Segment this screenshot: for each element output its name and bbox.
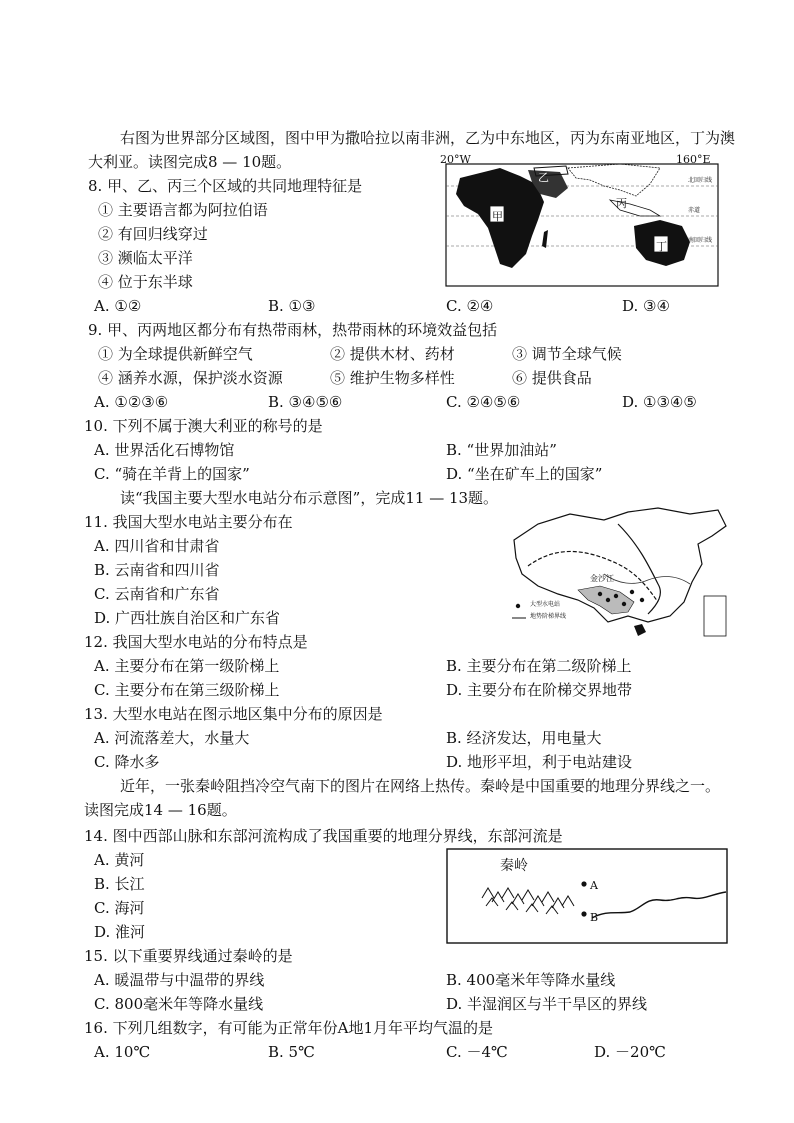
q16-option-d[interactable]: D. －20℃: [594, 1043, 666, 1061]
world-region-map: [440, 150, 722, 290]
q10-option-d[interactable]: D. “坐在矿车上的国家”: [446, 465, 603, 483]
point-a-label: A: [590, 879, 598, 892]
q9-option-c[interactable]: C. ②④⑤⑥: [446, 393, 521, 411]
intro-text-1: 右图为世界部分区域图，图中甲为撒哈拉以南非洲，乙为中东地区，丙为东南亚地区，丁为澳: [120, 129, 736, 147]
q9-option-b[interactable]: B. ③④⑤⑥: [268, 393, 343, 411]
q12-stem: 12. 我国大型水电站的分布特点是: [84, 633, 308, 651]
q13-option-a[interactable]: A. 河流落差大，水量大: [94, 729, 250, 747]
qinling-label: 秦岭: [500, 858, 528, 874]
q13-stem: 13. 大型水电站在图示地区集中分布的原因是: [84, 705, 383, 723]
q13-option-d[interactable]: D. 地形平坦，利于电站建设: [446, 753, 633, 771]
q11-option-a[interactable]: A. 四川省和甘肃省: [94, 537, 220, 555]
legend-terrain-boundary: 地势阶梯界线: [530, 613, 567, 620]
q11-stem: 11. 我国大型水电站主要分布在: [84, 513, 293, 531]
world-map-graphic: [440, 150, 722, 290]
q15-option-a[interactable]: A. 暖温带与中温带的界线: [94, 971, 265, 989]
q9-option-d[interactable]: D. ①③④⑤: [622, 393, 697, 411]
q12-option-b[interactable]: B. 主要分布在第二级阶梯上: [446, 657, 632, 675]
q8-option-c[interactable]: C. ②④: [446, 297, 494, 315]
q9-option-a[interactable]: A. ①②③⑥: [94, 393, 169, 411]
china-hydropower-map: [508, 504, 732, 650]
q9-item-2: ② 提供木材、药材: [330, 345, 455, 363]
q9-item-1: ① 为全球提供新鲜空气: [98, 345, 253, 363]
q15-stem: 15. 以下重要界线通过秦岭的是: [84, 947, 293, 965]
tropic-cancer-label: 北回归线: [688, 177, 713, 184]
q14-option-d[interactable]: D. 淮河: [94, 923, 146, 941]
tropic-capricorn-label: 南回归线: [688, 237, 713, 244]
q11-option-d[interactable]: D. 广西壮族自治区和广东省: [94, 609, 281, 627]
q14-option-c[interactable]: C. 海河: [94, 899, 145, 917]
q15-option-c[interactable]: C. 800毫米年等降水量线: [94, 995, 264, 1013]
q8-stem: 8. 甲、乙、丙三个区域的共同地理特征是: [88, 177, 363, 195]
legend-hydropower: 大型水电站: [530, 601, 561, 608]
q9-item-5: ⑤ 维护生物多样性: [330, 369, 455, 387]
label-bing: 丙: [616, 197, 627, 210]
q11-option-c[interactable]: C. 云南省和广东省: [94, 585, 220, 603]
q12-option-a[interactable]: A. 主要分布在第一级阶梯上: [94, 657, 280, 675]
q11-option-b[interactable]: B. 云南省和四川省: [94, 561, 220, 579]
q9-item-3: ③ 调节全球气候: [512, 345, 622, 363]
q9-stem: 9. 甲、丙两地区都分布有热带雨林，热带雨林的环境效益包括: [88, 321, 498, 339]
q8-option-a[interactable]: A. ①②: [94, 297, 142, 315]
q10-option-b[interactable]: B. “世界加油站”: [446, 441, 557, 459]
label-jia: 甲: [492, 210, 503, 223]
q8-option-d[interactable]: D. ③④: [622, 297, 670, 315]
q8-item-1: ① 主要语言都为阿拉伯语: [98, 201, 268, 219]
qinling-map-graphic: [446, 848, 728, 944]
intro-text-5: 读图完成14 — 16题。: [84, 801, 237, 819]
q15-option-b[interactable]: B. 400毫米年等降水量线: [446, 971, 616, 989]
equator-label: 赤道: [688, 207, 701, 214]
q14-stem: 14. 图中西部山脉和东部河流构成了我国重要的地理分界线，东部河流是: [84, 827, 563, 845]
q12-option-d[interactable]: D. 主要分布在阶梯交界地带: [446, 681, 633, 699]
q14-option-b[interactable]: B. 长江: [94, 875, 145, 893]
intro-text-2: 大利亚。读图完成8 — 10题。: [88, 153, 292, 171]
qinling-map: [446, 848, 728, 944]
q10-option-c[interactable]: C. “骑在羊背上的国家”: [94, 465, 250, 483]
q9-item-6: ⑥ 提供食品: [512, 369, 592, 387]
q13-option-c[interactable]: C. 降水多: [94, 753, 160, 771]
q9-item-4: ④ 涵养水源，保护淡水资源: [98, 369, 283, 387]
q16-option-c[interactable]: C. －4℃: [446, 1043, 508, 1061]
china-map-graphic: [508, 504, 732, 650]
lon-right-label: 160°E: [676, 153, 711, 166]
q15-option-d[interactable]: D. 半湿润区与半干旱区的界线: [446, 995, 648, 1013]
point-b-label: B: [590, 911, 599, 924]
q16-option-a[interactable]: A. 10℃: [94, 1043, 151, 1061]
q10-option-a[interactable]: A. 世界活化石博物馆: [94, 441, 235, 459]
q8-item-2: ② 有回归线穿过: [98, 225, 208, 243]
q8-option-b[interactable]: B. ①③: [268, 297, 316, 315]
label-yi: 乙: [538, 171, 549, 184]
lon-left-label: 20°W: [440, 153, 471, 166]
q16-stem: 16. 下列几组数字，有可能为正常年份A地1月年平均气温的是: [84, 1019, 494, 1037]
label-ding: 丁: [656, 240, 667, 253]
q8-item-3: ③ 濒临太平洋: [98, 249, 193, 267]
q10-stem: 10. 下列不属于澳大利亚的称号的是: [84, 417, 323, 435]
q13-option-b[interactable]: B. 经济发达，用电量大: [446, 729, 602, 747]
q14-option-a[interactable]: A. 黄河: [94, 851, 145, 869]
jinshajiang-label: 金沙江: [590, 574, 614, 583]
intro-text-4: 近年，一张秦岭阻挡冷空气南下的图片在网络上热传。秦岭是中国重要的地理分界线之一。: [120, 777, 721, 795]
q12-option-c[interactable]: C. 主要分布在第三级阶梯上: [94, 681, 280, 699]
q8-item-4: ④ 位于东半球: [98, 273, 193, 291]
q16-option-b[interactable]: B. 5℃: [268, 1043, 315, 1061]
intro-text-3: 读“我国主要大型水电站分布示意图”，完成11 — 13题。: [120, 489, 499, 507]
